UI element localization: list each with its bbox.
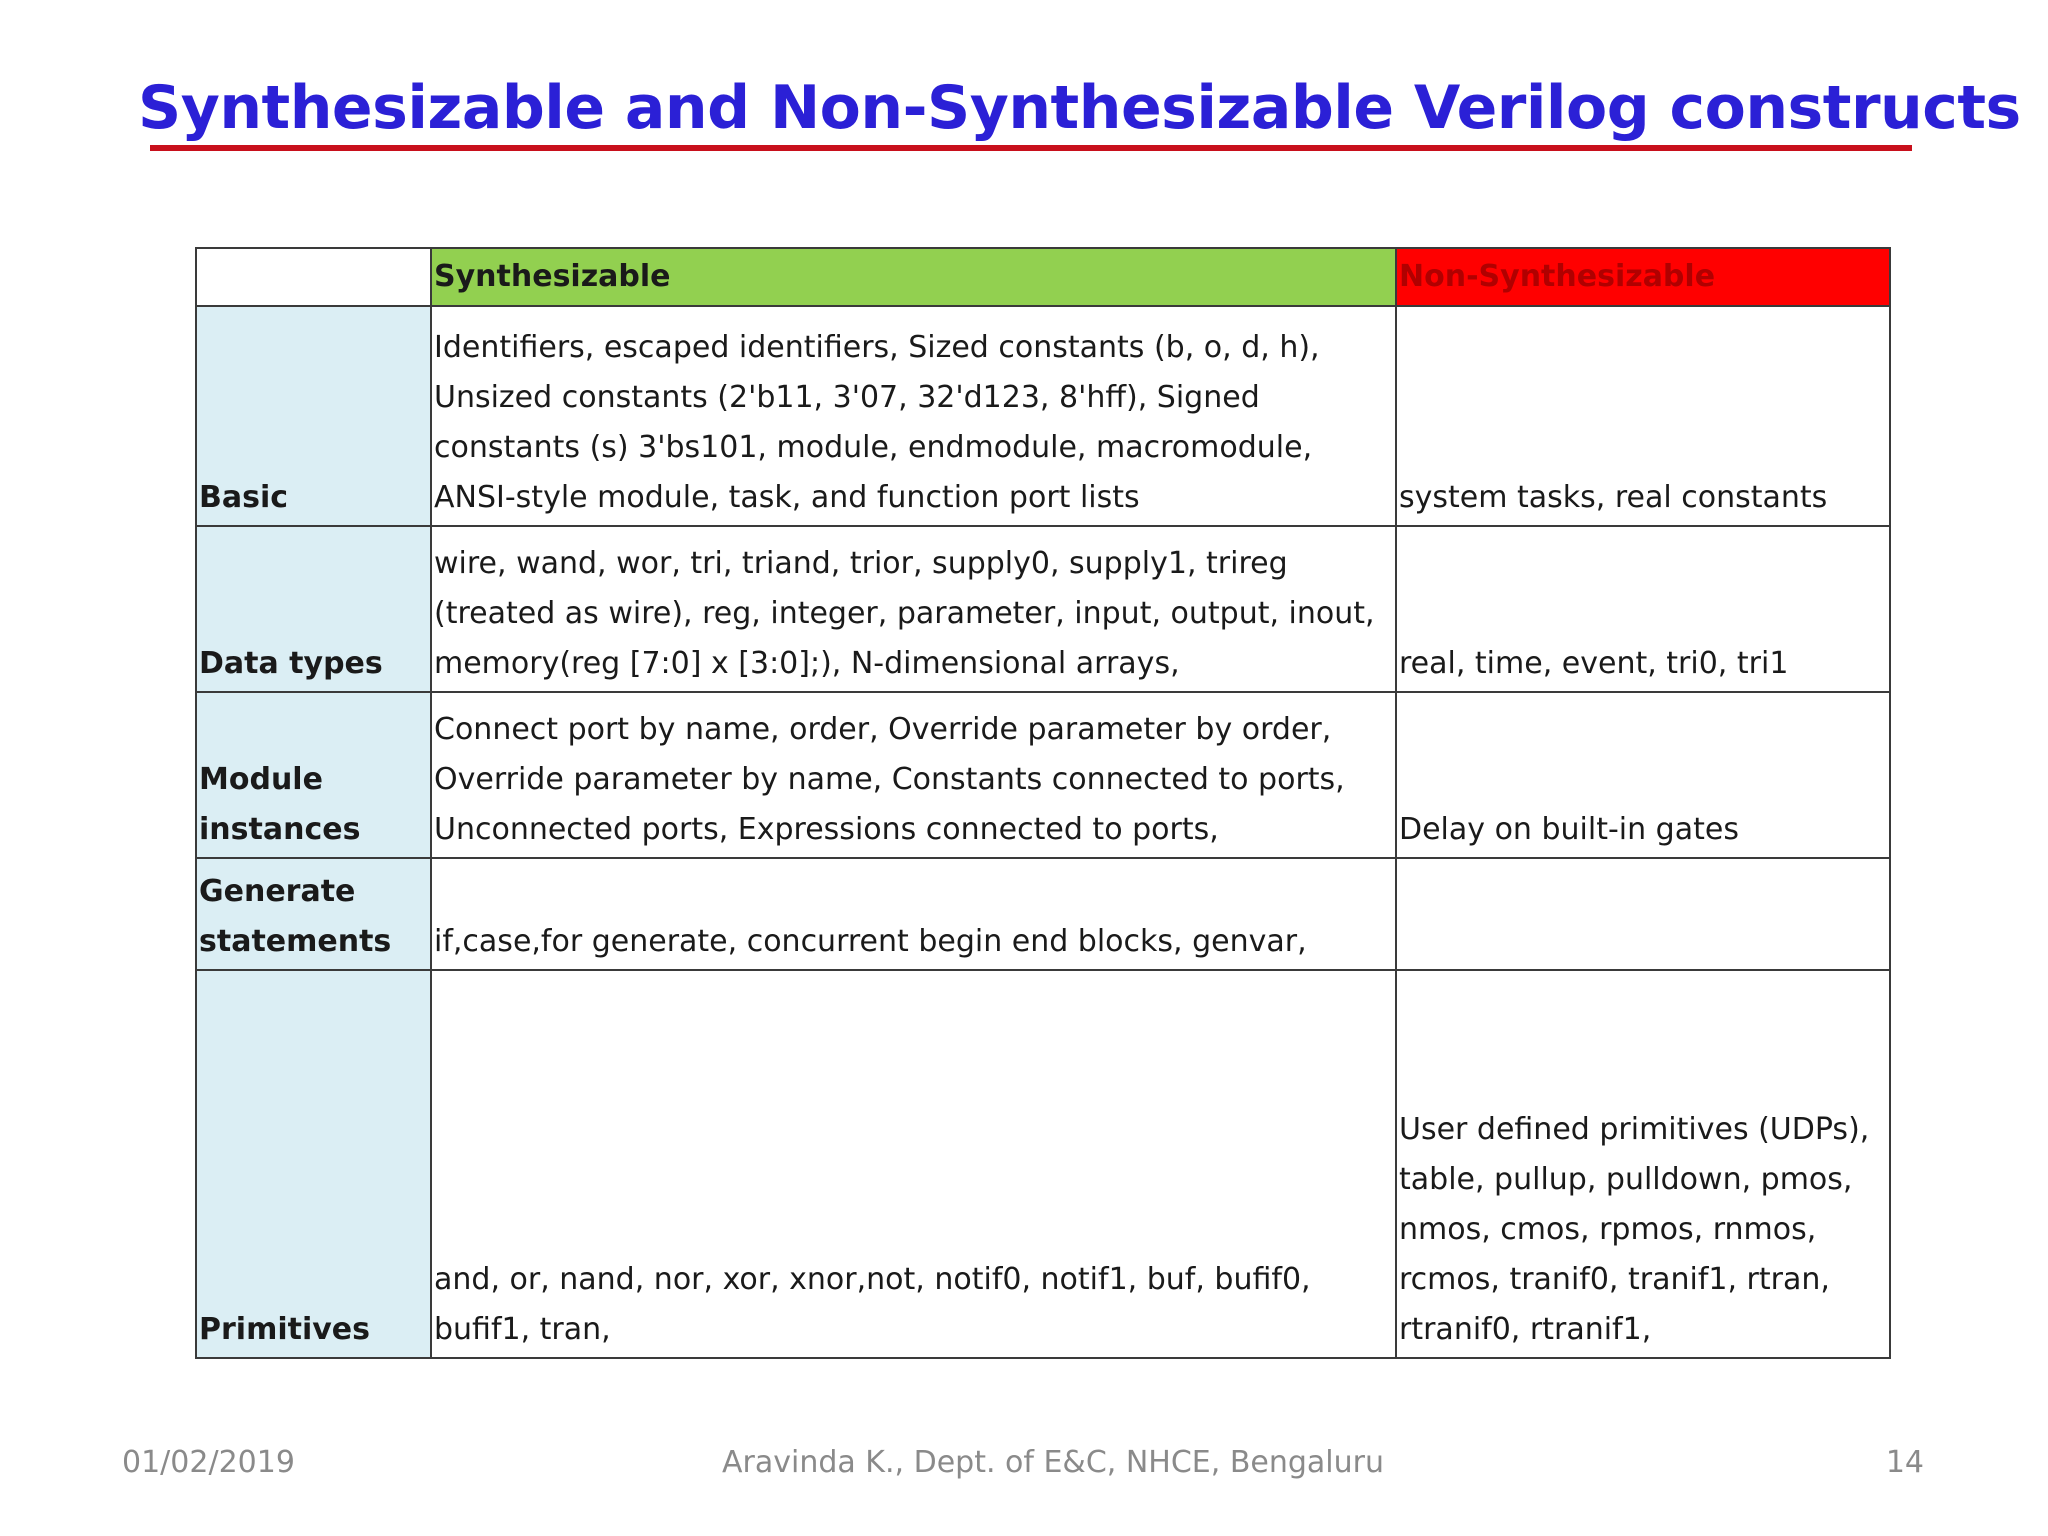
footer-author: Aravinda K., Dept. of E&C, NHCE, Bengaluru [722, 1445, 1384, 1480]
row-category: Basic [196, 306, 431, 526]
non-synthesizable-cell: Delay on built-in gates [1396, 692, 1890, 858]
header-blank-cell [196, 248, 431, 306]
synthesizable-cell: and, or, nand, nor, xor, xnor,not, notif0, notif1, buf, bufif0, bufif1, tran, [431, 970, 1396, 1358]
table-row [196, 306, 1890, 526]
synthesizable-cell: wire, wand, wor, tri, triand, trior, supply0, supply1, trireg (treated as wire), reg, integer, parameter, input, output, inout, memory(reg [7:0] x [3:0];), N-dimensional arrays, [431, 526, 1396, 692]
table-row [196, 526, 1890, 692]
non-synthesizable-cell: real, time, event, tri0, tri1 [1396, 526, 1890, 692]
row-category: Data types [196, 526, 431, 692]
table-header-row [196, 248, 1890, 306]
non-synthesizable-cell [1396, 858, 1890, 970]
table-row [196, 970, 1890, 1358]
header-non-synthesizable: Non-Synthesizable [1396, 248, 1890, 306]
non-synthesizable-cell: system tasks, real constants [1396, 306, 1890, 526]
row-category: Primitives [196, 970, 431, 1358]
row-category: Generate statements [196, 858, 431, 970]
header-synthesizable: Synthesizable [431, 248, 1396, 306]
table-row [196, 692, 1890, 858]
constructs-table [195, 247, 1891, 1359]
synthesizable-cell: Identifiers, escaped identifiers, Sized constants (b, o, d, h), Unsized constants (2'b11, 3'07, 32'd123, 8'hff), Signed constants (s) 3'bs101, module, endmodule, macromodule, ANSI-style module, task, and function port lists [431, 306, 1396, 526]
row-category: Module instances [196, 692, 431, 858]
title-underline [150, 145, 1912, 151]
non-synthesizable-cell: User defined primitives (UDPs), table, pullup, pulldown, pmos, nmos, cmos, rpmos, rnmos, rcmos, tranif0, tranif1, rtran, rtranif0, rtranif1, [1396, 970, 1890, 1358]
page-number: 14 [1885, 1445, 1924, 1480]
footer-date: 01/02/2019 [122, 1445, 295, 1480]
slide-title: Synthesizable and Non-Synthesizable Verilog constructs [138, 73, 2021, 143]
synthesizable-cell: Connect port by name, order, Override parameter by order, Override parameter by name, Constants connected to ports, Unconnected ports, Expressions connected to ports, [431, 692, 1396, 858]
table-row [196, 858, 1890, 970]
synthesizable-cell: if,case,for generate, concurrent begin end blocks, genvar, [431, 858, 1396, 970]
